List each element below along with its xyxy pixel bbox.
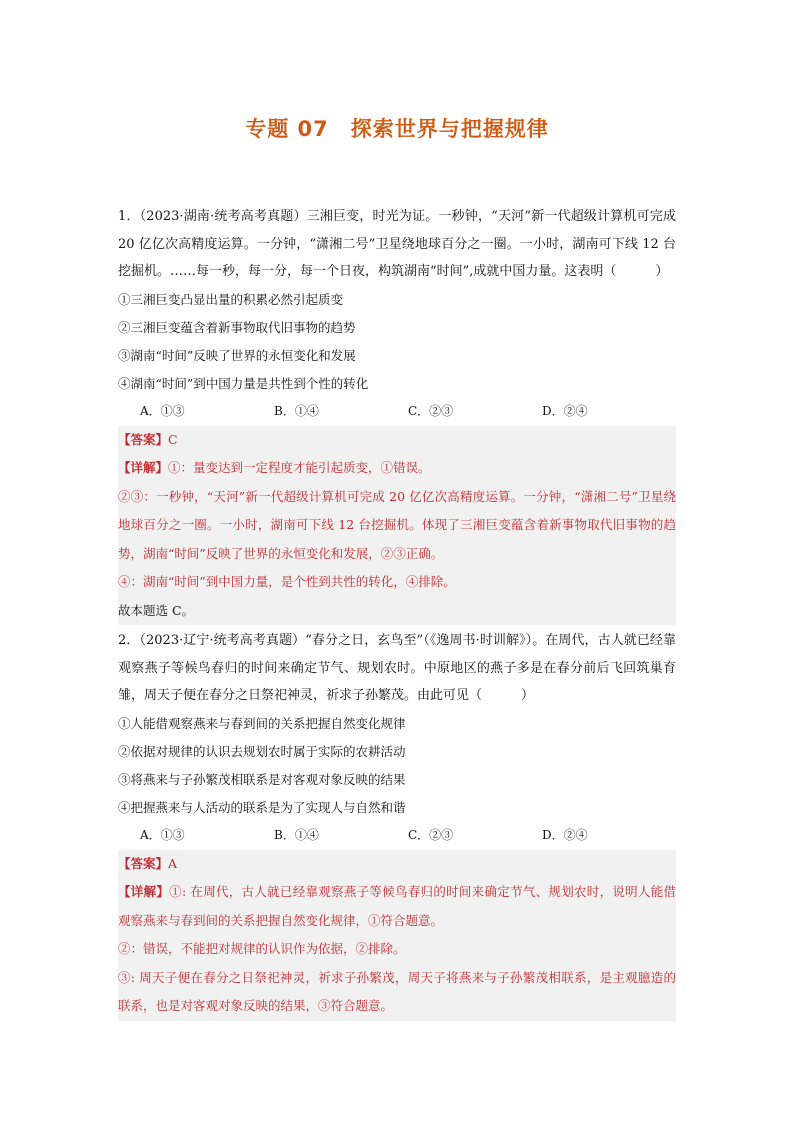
choice-a: A．①③ xyxy=(140,827,185,842)
question-1-answer-box xyxy=(118,426,676,626)
question-2 xyxy=(118,627,676,1021)
choice-c: C．②③ xyxy=(408,827,454,842)
choice-c: C．②③ xyxy=(408,403,454,418)
answer-tag: 【答案】 xyxy=(118,855,169,871)
question-1-stem: 1．（2023·湖南·统考高考真题）三湘巨变，时光为证。一秒钟，“天河”新一代超级计算机可完成 20 亿亿次高精度运算。一分钟，“潇湘二号”卫星绕地球百分之一圈。一小时，湖南可下线 12 台挖掘机。……每一秒，每一分，每一个日夜，构筑湖南“时间”,成就中国力量。这表明（ ） xyxy=(118,209,676,279)
question-1-option-4: ④湖南“时间”到中国力量是共性到个性的转化 xyxy=(118,375,369,391)
question-1-conclusion: 故本题选 C。 xyxy=(118,602,195,618)
question-1-option-3: ③湖南“时间”反映了世界的永恒变化和发展 xyxy=(118,347,356,363)
question-2-answer-box xyxy=(118,850,676,1021)
choice-d: D．②④ xyxy=(542,827,588,842)
question-2-detail-3: ③: 周天子便在春分之日祭祀神灵，祈求子孙繁茂，周天子将燕来与子孙繁茂相联系，是主观臆造的联系，也是对客观对象反映的结果，③符合题意。 xyxy=(118,969,676,1013)
answer-value: A xyxy=(168,855,178,871)
question-2-option-4: ④把握燕来与人活动的联系是为了实现人与自然和谐 xyxy=(118,799,406,815)
choice-a: A．①③ xyxy=(140,403,185,418)
question-2-option-1: ①人能借观察燕来与春到间的关系把握自然变化规律 xyxy=(118,715,406,731)
detail-tag: 【详解】 xyxy=(118,460,169,475)
question-1-detail-3: ④：湖南“时间”到中国力量，是个性到共性的转化，④排除。 xyxy=(118,574,456,589)
question-2-detail-1 xyxy=(118,878,676,935)
question-1-detail-1 xyxy=(118,454,676,483)
question-2-choices xyxy=(118,822,676,848)
question-1-answer xyxy=(118,426,676,455)
question-1 xyxy=(118,203,676,625)
page-title: 专题 07 探索世界与把握规律 xyxy=(245,117,549,141)
question-1-choices xyxy=(118,398,676,424)
detail-text: ①：量变达到一定程度才能引起质变，①错误。 xyxy=(168,460,431,475)
detail-tag: 【详解】 xyxy=(118,884,170,899)
question-2-stem: 2．（2023·辽宁·统考高考真题）“春分之日，玄鸟至”（《逸周书·时训解》）。在周代，古人就已经靠观察燕子等候鸟春归的时间来确定节气、规划农时。中原地区的燕子多是在春分前后飞回筑巢育雏，周天子便在春分之日祭祀神灵，祈求子孙繁茂。由此可见（ ） xyxy=(118,633,676,703)
answer-tag: 【答案】 xyxy=(118,431,169,447)
question-1-detail-2: ②③：一秒钟，“天河”新一代超级计算机可完成 20 亿亿次高精度运算。一分钟，“潇湘二号”卫星绕地球百分之一圈。一小时，湖南可下线 12 台挖掘机。体现了三湘巨变蕴含着新事物取代旧事物的趋势，湖南“时间”反映了世界的永恒变化和发展，②③正确。 xyxy=(118,488,676,561)
question-1-option-2: ②三湘巨变蕴含着新事物取代旧事物的趋势 xyxy=(118,319,356,335)
choice-d: D．②④ xyxy=(542,403,588,418)
question-2-detail-2: ②：错误，不能把对规律的认识作为依据，②排除。 xyxy=(118,941,406,956)
question-2-answer xyxy=(118,850,676,879)
detail-text: ①: 在周代，古人就已经靠观察燕子等候鸟春归的时间来确定节气、规划农时，说明人能借观察燕来与春到间的关系把握自然变化规律，①符合题意。 xyxy=(118,884,676,928)
content-body xyxy=(118,203,676,1021)
question-1-option-1: ①三湘巨变凸显出量的积累必然引起质变 xyxy=(118,291,344,307)
answer-value: C xyxy=(168,431,178,447)
question-2-option-3: ③将燕来与子孙繁茂相联系是对客观对象反映的结果 xyxy=(118,771,406,787)
choice-b: B．①④ xyxy=(274,827,319,842)
question-2-option-2: ②依据对规律的认识去规划农时属于实际的农耕活动 xyxy=(118,743,406,759)
choice-b: B．①④ xyxy=(274,403,319,418)
